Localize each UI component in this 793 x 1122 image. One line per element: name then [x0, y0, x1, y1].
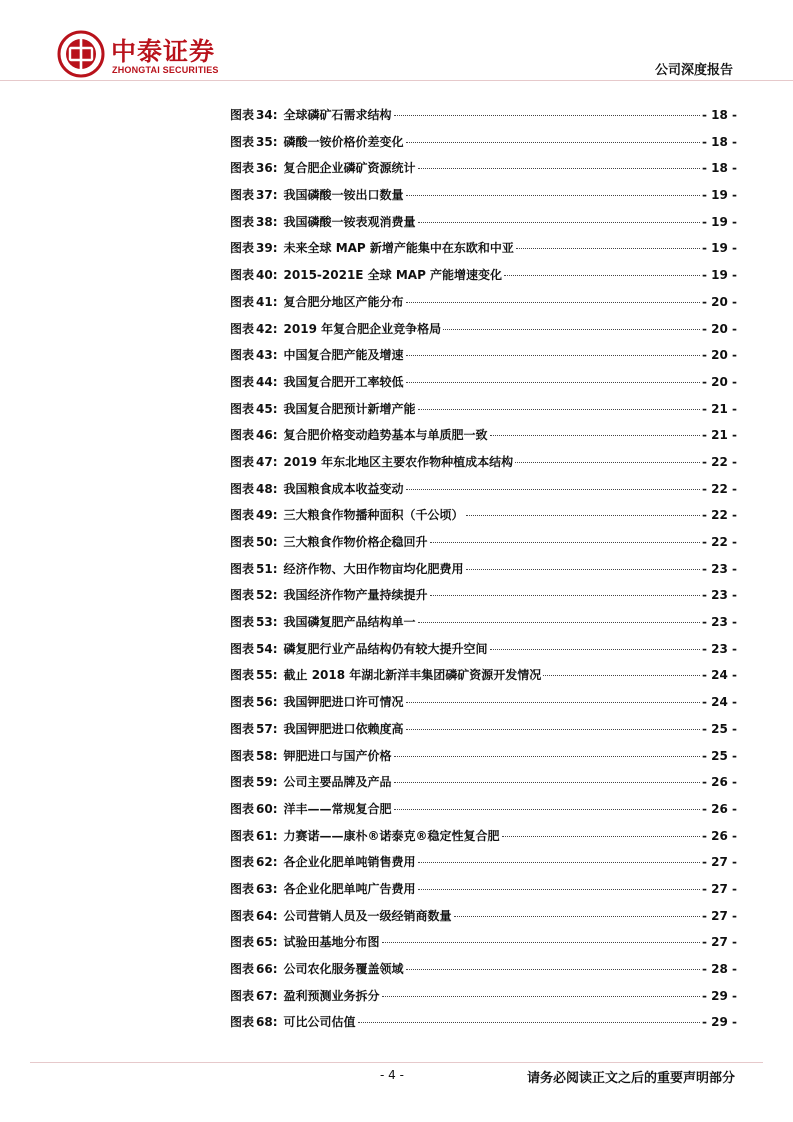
toc-entry-title: 盈利预测业务拆分 — [283, 988, 380, 1003]
toc-entry-label: 图表 — [230, 241, 255, 256]
toc-entry-page: - 26 - — [701, 801, 737, 816]
toc-dot-leader — [418, 168, 700, 169]
toc-entry-label: 图表 — [230, 935, 255, 950]
toc-entry-number: 36: — [256, 161, 278, 176]
toc-entry-title: 截止 2018 年湖北新洋丰集团磷矿资源开发情况 — [283, 668, 542, 683]
toc-entry-title: 试验田基地分布图 — [283, 935, 380, 950]
toc-entry-number: 47: — [256, 454, 278, 469]
toc-entry-label: 图表 — [230, 508, 255, 523]
toc-entry-page: - 25 - — [701, 748, 737, 763]
toc-entry-number: 62: — [256, 855, 278, 870]
toc-entry-number: 41: — [256, 294, 278, 309]
toc-dot-leader — [490, 649, 700, 650]
toc-entry[interactable] — [230, 849, 737, 876]
toc-entry-number: 35: — [256, 134, 278, 149]
toc-entry-title: 我国复合肥预计新增产能 — [283, 401, 416, 416]
toc-entry-page: - 18 - — [701, 108, 737, 122]
toc-entry[interactable] — [230, 529, 737, 556]
toc-entry-page: - 20 - — [701, 321, 737, 336]
toc-entry-label: 图表 — [230, 855, 255, 870]
toc-dot-leader — [406, 195, 700, 196]
toc-entry-number: 55: — [256, 668, 278, 683]
toc-entry-title: 三大粮食作物价格企稳回升 — [283, 535, 428, 549]
toc-entry[interactable] — [230, 609, 737, 636]
toc-dot-leader — [504, 275, 700, 276]
toc-entry[interactable] — [230, 582, 737, 609]
toc-entry-page: - 23 - — [701, 641, 737, 656]
toc-entry-page: - 23 - — [701, 561, 737, 576]
toc-dot-leader — [454, 916, 700, 917]
toc-dot-leader — [406, 302, 700, 303]
toc-entry[interactable] — [230, 743, 737, 770]
toc-entry-number: 65: — [256, 935, 278, 950]
toc-entry-label: 图表 — [230, 775, 255, 790]
toc-entry-label: 图表 — [230, 268, 255, 283]
toc-entry-page: - 24 - — [701, 668, 737, 683]
toc-entry[interactable] — [230, 369, 737, 396]
toc-dot-leader — [406, 702, 700, 703]
toc-entry[interactable] — [230, 662, 737, 689]
toc-entry-label: 图表 — [230, 748, 255, 763]
toc-entry-title: 各企业化肥单吨广告费用 — [283, 881, 416, 896]
toc-entry[interactable] — [230, 422, 737, 449]
toc-dot-leader — [382, 996, 700, 997]
toc-entry-label: 图表 — [230, 641, 255, 656]
toc-entry-label: 图表 — [230, 535, 255, 549]
toc-dot-leader — [406, 489, 700, 490]
toc-dot-leader — [418, 622, 700, 623]
toc-entry-label: 图表 — [230, 695, 255, 710]
toc-entry-page: - 29 - — [701, 988, 737, 1003]
toc-entry-title: 复合肥价格变动趋势基本与单质肥一致 — [283, 428, 488, 443]
toc-entry-number: 57: — [256, 721, 278, 736]
report-type: 公司深度报告 — [654, 63, 733, 78]
toc-entry[interactable] — [230, 209, 737, 236]
toc-entry-title: 三大粮食作物播种面积（千公顷） — [283, 508, 464, 523]
toc-entry-page: - 20 - — [701, 374, 737, 389]
toc-entry-number: 64: — [256, 908, 278, 923]
toc-entry-title: 力赛诺——康朴®诺泰克®稳定性复合肥 — [283, 828, 500, 843]
toc-entry[interactable] — [230, 155, 737, 182]
toc-entry-label: 图表 — [230, 188, 255, 203]
table-of-figures — [230, 102, 737, 1036]
toc-entry-label: 图表 — [230, 428, 255, 443]
toc-entry[interactable] — [230, 476, 737, 503]
header-divider — [0, 80, 793, 81]
toc-dot-leader — [418, 889, 700, 890]
footer-divider — [30, 1062, 763, 1063]
toc-entry[interactable] — [230, 929, 737, 956]
toc-entry-title: 全球磷矿石需求结构 — [283, 108, 392, 122]
toc-entry-title: 我国钾肥进口许可情况 — [283, 695, 404, 710]
toc-entry-title: 各企业化肥单吨销售费用 — [283, 855, 416, 870]
page-number: - 4 - — [380, 1068, 404, 1082]
toc-entry-page: - 18 - — [701, 161, 737, 176]
toc-entry-page: - 24 - — [701, 695, 737, 710]
toc-entry-title: 经济作物、大田作物亩均化肥费用 — [283, 561, 464, 576]
toc-entry-number: 48: — [256, 481, 278, 496]
toc-entry-number: 63: — [256, 881, 278, 896]
toc-dot-leader — [466, 569, 700, 570]
toc-entry-number: 68: — [256, 1015, 278, 1030]
toc-entry[interactable] — [230, 956, 737, 983]
toc-entry-number: 49: — [256, 508, 278, 523]
toc-entry-number: 42: — [256, 321, 278, 336]
toc-entry-label: 图表 — [230, 801, 255, 816]
toc-dot-leader — [394, 809, 700, 810]
toc-entry-page: - 21 - — [701, 428, 737, 443]
toc-entry[interactable] — [230, 182, 737, 209]
toc-entry[interactable] — [230, 903, 737, 930]
toc-entry-page: - 22 - — [701, 454, 737, 469]
toc-entry-page: - 21 - — [701, 401, 737, 416]
toc-entry[interactable] — [230, 689, 737, 716]
toc-entry-number: 59: — [256, 775, 278, 790]
toc-entry-label: 图表 — [230, 454, 255, 469]
toc-entry-title: 复合肥企业磷矿资源统计 — [283, 161, 416, 176]
toc-entry[interactable] — [230, 796, 737, 823]
page-header — [0, 0, 793, 90]
toc-dot-leader — [502, 836, 700, 837]
brand-name-en: ZHONGTAI SECURITIES — [112, 65, 219, 75]
toc-entry-label: 图表 — [230, 721, 255, 736]
toc-entry-label: 图表 — [230, 481, 255, 496]
toc-dot-leader — [466, 515, 700, 516]
toc-entry[interactable] — [230, 876, 737, 903]
toc-entry[interactable] — [230, 823, 737, 850]
toc-entry-label: 图表 — [230, 401, 255, 416]
toc-entry-label: 图表 — [230, 668, 255, 683]
toc-entry-number: 67: — [256, 988, 278, 1003]
toc-dot-leader — [406, 355, 700, 356]
toc-entry-number: 40: — [256, 268, 278, 283]
toc-entry-label: 图表 — [230, 294, 255, 309]
toc-entry-page: - 29 - — [701, 1015, 737, 1030]
toc-entry[interactable] — [230, 102, 737, 129]
toc-dot-leader — [515, 462, 700, 463]
toc-entry-page: - 23 - — [701, 588, 737, 603]
toc-entry-label: 图表 — [230, 1015, 255, 1030]
toc-entry-page: - 27 - — [701, 855, 737, 870]
toc-dot-leader — [430, 595, 700, 596]
toc-entry-title: 我国复合肥开工率较低 — [283, 374, 404, 389]
toc-entry-number: 39: — [256, 241, 278, 256]
toc-entry[interactable] — [230, 262, 737, 289]
toc-dot-leader — [394, 115, 700, 116]
toc-entry-title: 我国粮食成本收益变动 — [283, 481, 404, 496]
toc-entry-label: 图表 — [230, 161, 255, 176]
toc-entry-number: 60: — [256, 801, 278, 816]
toc-dot-leader — [418, 222, 700, 223]
toc-dot-leader — [443, 329, 700, 330]
toc-entry-title: 磷酸一铵价格价差变化 — [283, 134, 404, 149]
toc-entry[interactable] — [230, 129, 737, 156]
toc-entry-label: 图表 — [230, 988, 255, 1003]
toc-entry[interactable] — [230, 289, 737, 316]
toc-entry-page: - 22 - — [701, 508, 737, 523]
toc-entry-page: - 22 - — [701, 535, 737, 549]
toc-entry-number: 56: — [256, 695, 278, 710]
toc-entry[interactable] — [230, 716, 737, 743]
toc-entry[interactable] — [230, 636, 737, 663]
toc-entry-number: 44: — [256, 374, 278, 389]
toc-entry-label: 图表 — [230, 908, 255, 923]
toc-entry-title: 公司农化服务覆盖领域 — [283, 962, 404, 976]
toc-dot-leader — [430, 542, 700, 543]
toc-dot-leader — [516, 248, 700, 249]
toc-entry-page: - 28 - — [701, 962, 737, 976]
toc-entry-label: 图表 — [230, 134, 255, 149]
toc-entry-page: - 26 - — [701, 775, 737, 790]
toc-entry-page: - 26 - — [701, 828, 737, 843]
toc-dot-leader — [490, 435, 700, 436]
toc-entry-number: 38: — [256, 214, 278, 229]
toc-entry-label: 图表 — [230, 374, 255, 389]
toc-entry-page: - 20 - — [701, 348, 737, 363]
toc-entry-number: 37: — [256, 188, 278, 203]
toc-entry-page: - 19 - — [701, 241, 737, 256]
toc-dot-leader — [418, 862, 700, 863]
toc-entry-title: 钾肥进口与国产价格 — [283, 748, 392, 763]
toc-entry-label: 图表 — [230, 881, 255, 896]
toc-entry-title: 复合肥分地区产能分布 — [283, 294, 404, 309]
toc-entry[interactable] — [230, 235, 737, 262]
toc-entry[interactable] — [230, 1009, 737, 1036]
toc-entry-title: 洋丰——常规复合肥 — [283, 801, 392, 816]
toc-entry-page: - 25 - — [701, 721, 737, 736]
toc-entry-label: 图表 — [230, 615, 255, 630]
toc-entry-number: 54: — [256, 641, 278, 656]
toc-entry-title: 我国磷酸一铵出口数量 — [283, 188, 404, 203]
footer-disclaimer: 请务必阅读正文之后的重要声明部分 — [526, 1071, 735, 1086]
toc-dot-leader — [406, 969, 700, 970]
toc-entry-label: 图表 — [230, 588, 255, 603]
toc-entry-number: 66: — [256, 962, 278, 976]
toc-entry[interactable] — [230, 396, 737, 423]
toc-entry-label: 图表 — [230, 348, 255, 363]
toc-entry-page: - 19 - — [701, 214, 737, 229]
toc-entry-page: - 23 - — [701, 615, 737, 630]
toc-entry-number: 61: — [256, 828, 278, 843]
toc-entry-number: 52: — [256, 588, 278, 603]
toc-entry-title: 公司营销人员及一级经销商数量 — [283, 908, 452, 923]
toc-entry-page: - 22 - — [701, 481, 737, 496]
toc-entry-page: - 27 - — [701, 935, 737, 950]
toc-dot-leader — [543, 675, 700, 676]
toc-entry-page: - 19 - — [701, 268, 737, 283]
toc-entry-label: 图表 — [230, 561, 255, 576]
toc-entry-number: 50: — [256, 535, 278, 549]
toc-entry-label: 图表 — [230, 321, 255, 336]
toc-entry-number: 53: — [256, 615, 278, 630]
toc-entry-label: 图表 — [230, 962, 255, 976]
toc-entry[interactable] — [230, 983, 737, 1010]
toc-entry-title: 磷复肥行业产品结构仍有较大提升空间 — [283, 641, 488, 656]
toc-entry-title: 我国磷复肥产品结构单一 — [283, 615, 416, 630]
toc-entry-label: 图表 — [230, 828, 255, 843]
toc-entry-number: 34: — [256, 108, 278, 122]
toc-entry-title: 2015-2021E 全球 MAP 产能增速变化 — [283, 268, 503, 283]
toc-dot-leader — [406, 729, 700, 730]
toc-dot-leader — [406, 382, 700, 383]
toc-entry[interactable] — [230, 316, 737, 343]
toc-dot-leader — [382, 942, 700, 943]
toc-entry-title: 未来全球 MAP 新增产能集中在东欧和中亚 — [283, 241, 514, 256]
toc-entry-title: 2019 年东北地区主要农作物种植成本结构 — [283, 454, 514, 469]
toc-dot-leader — [358, 1022, 700, 1023]
toc-entry-title: 可比公司估值 — [283, 1015, 356, 1030]
toc-entry-label: 图表 — [230, 108, 255, 122]
toc-entry-title: 我国磷酸一铵表观消费量 — [283, 214, 416, 229]
toc-entry-number: 43: — [256, 348, 278, 363]
zhongtai-logo-icon — [57, 30, 105, 78]
toc-entry-title: 2019 年复合肥企业竞争格局 — [283, 321, 442, 336]
toc-entry-number: 45: — [256, 401, 278, 416]
toc-entry-page: - 27 - — [701, 881, 737, 896]
toc-entry-page: - 18 - — [701, 134, 737, 149]
toc-entry-number: 51: — [256, 561, 278, 576]
toc-entry-title: 中国复合肥产能及增速 — [283, 348, 404, 363]
toc-entry[interactable] — [230, 769, 737, 796]
toc-entry-number: 46: — [256, 428, 278, 443]
toc-dot-leader — [418, 409, 700, 410]
toc-entry-page: - 27 - — [701, 908, 737, 923]
toc-dot-leader — [394, 756, 700, 757]
toc-dot-leader — [406, 142, 700, 143]
toc-entry[interactable] — [230, 342, 737, 369]
toc-entry-page: - 19 - — [701, 188, 737, 203]
toc-entry-number: 58: — [256, 748, 278, 763]
toc-dot-leader — [394, 782, 700, 783]
toc-entry-page: - 20 - — [701, 294, 737, 309]
toc-entry[interactable] — [230, 556, 737, 583]
toc-entry-title: 公司主要品牌及产品 — [283, 775, 392, 790]
brand-name-cn: 中泰证券 — [111, 37, 216, 66]
toc-entry-title: 我国钾肥进口依赖度高 — [283, 721, 404, 736]
toc-entry[interactable] — [230, 449, 737, 476]
toc-entry-label: 图表 — [230, 214, 255, 229]
toc-entry-title: 我国经济作物产量持续提升 — [283, 588, 428, 603]
toc-entry[interactable] — [230, 502, 737, 529]
